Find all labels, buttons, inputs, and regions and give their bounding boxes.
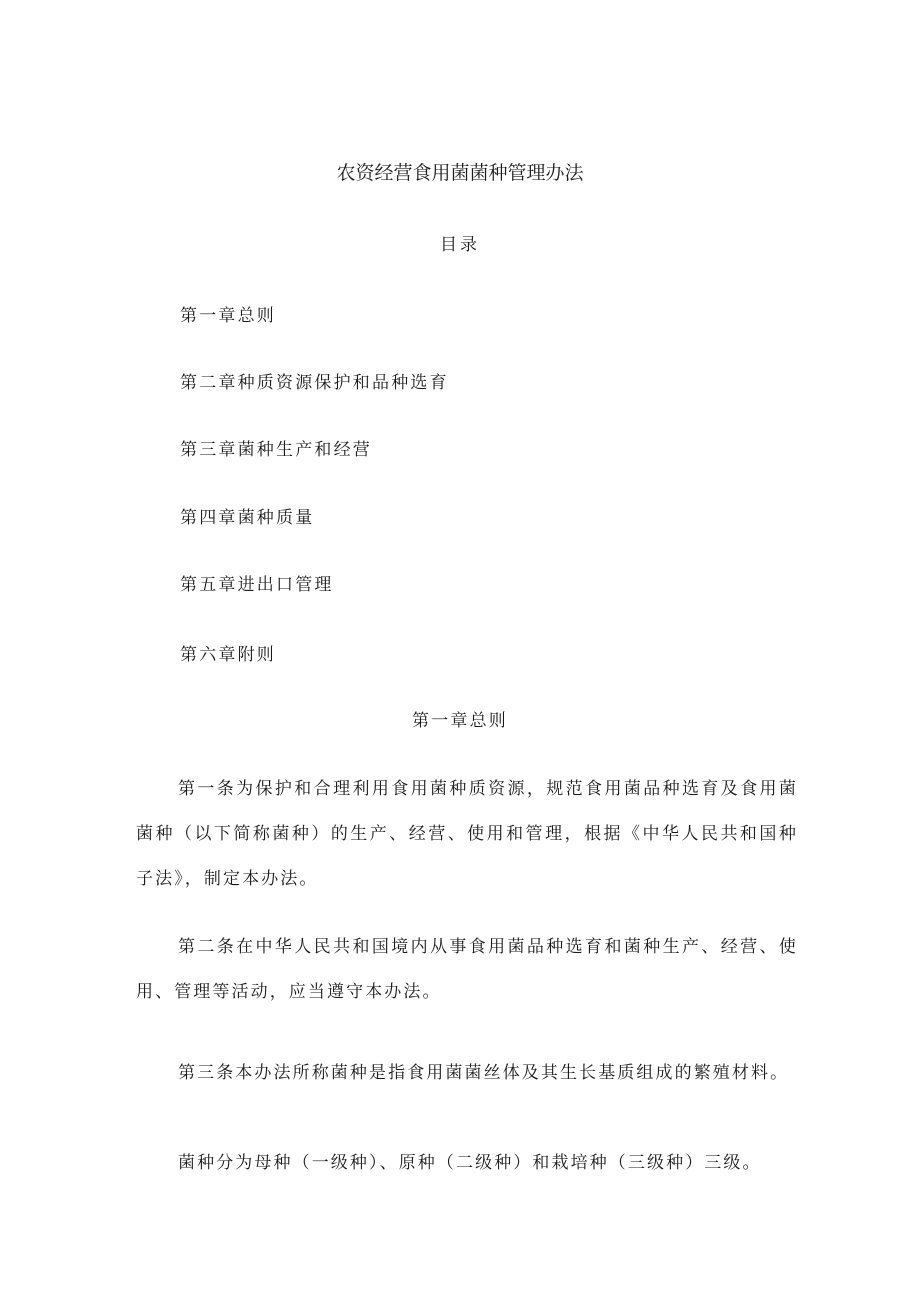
toc-item: 第一章总则: [180, 306, 276, 326]
article-paragraph: 第二条在中华人民共和国境内从事食用菌品种选育和菌种生产、经营、使用、管理等活动，应当遵守本办法。: [136, 937, 798, 1002]
document-title: 农资经营食用菌菌种管理办法: [336, 162, 584, 184]
toc-item: 第四章菌种质量: [180, 508, 315, 528]
toc-item: 第六章附则: [180, 645, 276, 665]
toc-item: 第二章种质资源保护和品种选育: [180, 373, 449, 393]
article-paragraph: 第一条为保护和合理利用食用菌种质资源，规范食用菌品种选育及食用菌菌种（以下简称菌种）的生产、经营、使用和管理，根据《中华人民共和国种子法》，制定本办法。: [136, 779, 798, 889]
toc-item: 第五章进出口管理: [180, 575, 334, 595]
chapter-heading: 第一章总则: [412, 711, 508, 731]
toc-heading: 目录: [440, 235, 480, 255]
toc-item: 第三章菌种生产和经营: [180, 440, 372, 460]
article-paragraph: 菌种分为母种（一级种）、原种（二级种）和栽培种（三级种）三级。: [178, 1153, 762, 1173]
article-paragraph: 第三条本办法所称菌种是指食用菌菌丝体及其生长基质组成的繁殖材料。: [178, 1063, 790, 1083]
